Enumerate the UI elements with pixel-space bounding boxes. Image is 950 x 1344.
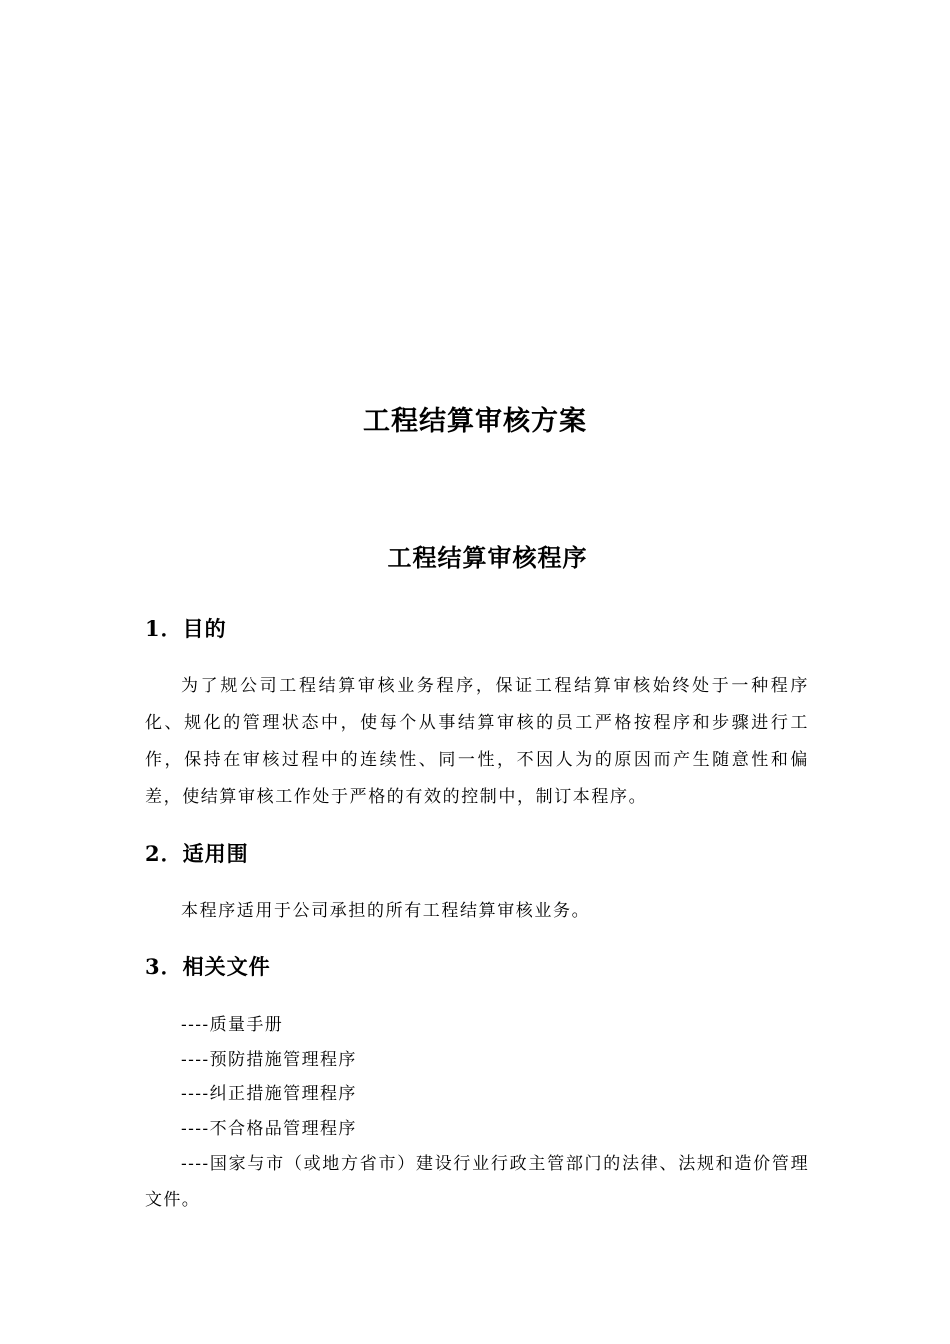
list-item: ----不合格品管理程序 [181,1118,357,1139]
document-title: 工程结算审核方案 [363,406,587,437]
document-subtitle: 工程结算审核程序 [387,543,588,572]
section-heading-scope: 2．适用围 [145,841,249,866]
list-item: ----纠正措施管理程序 [181,1084,357,1104]
section-text-scope: 本程序适用于公司承担的所有工程结算审核业务。 [181,901,591,921]
list-item: ----预防措施管理程序 [181,1049,357,1070]
section-heading-related-docs: 3．相关文件 [145,954,271,979]
list-item: ----质量手册 [181,1015,284,1035]
section-text-purpose: 为了规公司工程结算审核业务程序，保证工程结算审核始终处于一种程序化、规化的管理状态中，使每个从事结算审核的员工严格按程序和步骤进行工作，保持在审核过程中的连续性、同一性，不因人为的原因而产生随意性和偏差，使结算审核工作处于严格的有效的控制中，制订本程序。 [145,676,809,807]
section-heading-purpose: 1．目的 [145,616,227,641]
list-item: ----国家与市（或地方省市）建设行业行政主管部门的法律、法规和造价管理文件。 [145,1154,809,1210]
related-docs-list [145,1008,809,1218]
